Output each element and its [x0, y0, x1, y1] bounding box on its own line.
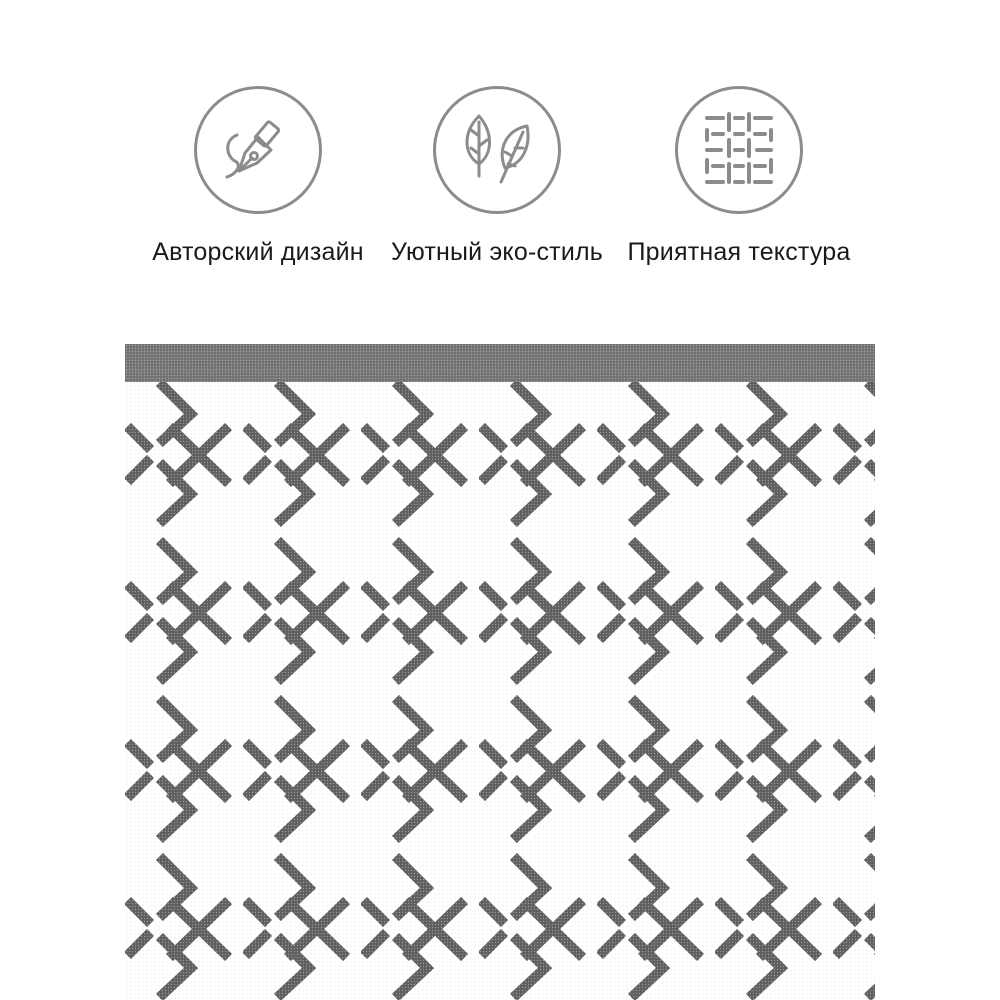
feature-texture-label: Приятная текстура	[627, 238, 851, 266]
feature-design-label: Авторский дизайн	[152, 238, 364, 266]
feature-texture	[619, 86, 859, 267]
feature-eco	[377, 86, 617, 267]
fabric-swatch-image	[125, 344, 875, 1000]
feature-design-circle	[194, 86, 322, 214]
feature-eco-label: Уютный эко-стиль	[390, 238, 604, 266]
features-row	[0, 0, 1000, 300]
pen-nib-icon	[213, 105, 303, 195]
texture-icon	[699, 110, 779, 190]
feature-texture-circle	[675, 86, 803, 214]
fabric-pattern	[125, 344, 875, 1000]
leaves-icon	[449, 102, 545, 198]
feature-eco-circle	[433, 86, 561, 214]
feature-design	[138, 86, 378, 267]
